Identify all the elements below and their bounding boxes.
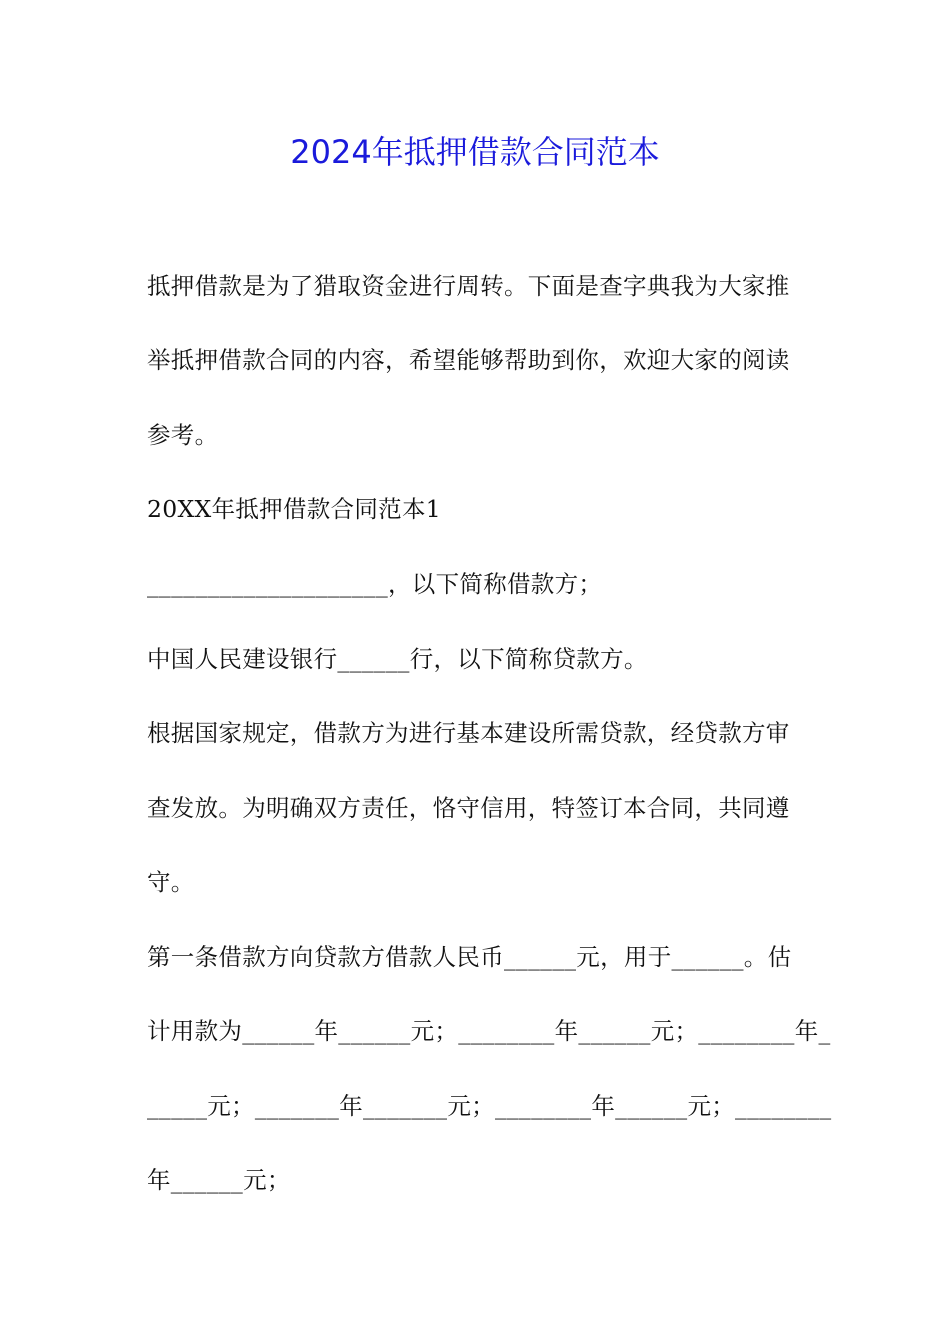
body-line: 查发放。为明确双方责任，恪守信用，特签订本合同，共同遵 [147,794,790,822]
document-title: 2024年抵押借款合同范本 [290,133,660,171]
body-line: _____元；_______年_______元；________年______元；________ [147,1092,832,1120]
body-line: 年______元； [147,1166,291,1194]
body-line: 计用款为______年______元；________年______元；________年_ [147,1017,831,1045]
body-line: ____________________，以下简称借款方； [147,570,603,598]
body-line: 中国人民建设银行______行，以下简称贷款方。 [147,645,648,673]
body-line: 举抵押借款合同的内容，希望能够帮助到你，欢迎大家的阅读 [147,346,790,374]
body-line: 参考。 [147,421,219,449]
body-line: 第一条借款方向贷款方借款人民币______元，用于______。估 [147,943,792,971]
body-line: 抵押借款是为了猎取资金进行周转。下面是查字典我为大家推 [147,272,790,300]
body-line: 根据国家规定，借款方为进行基本建设所需贷款，经贷款方审 [147,719,790,747]
body-line: 守。 [147,868,195,896]
body-line: 20XX年抵押借款合同范本1 [147,495,442,523]
